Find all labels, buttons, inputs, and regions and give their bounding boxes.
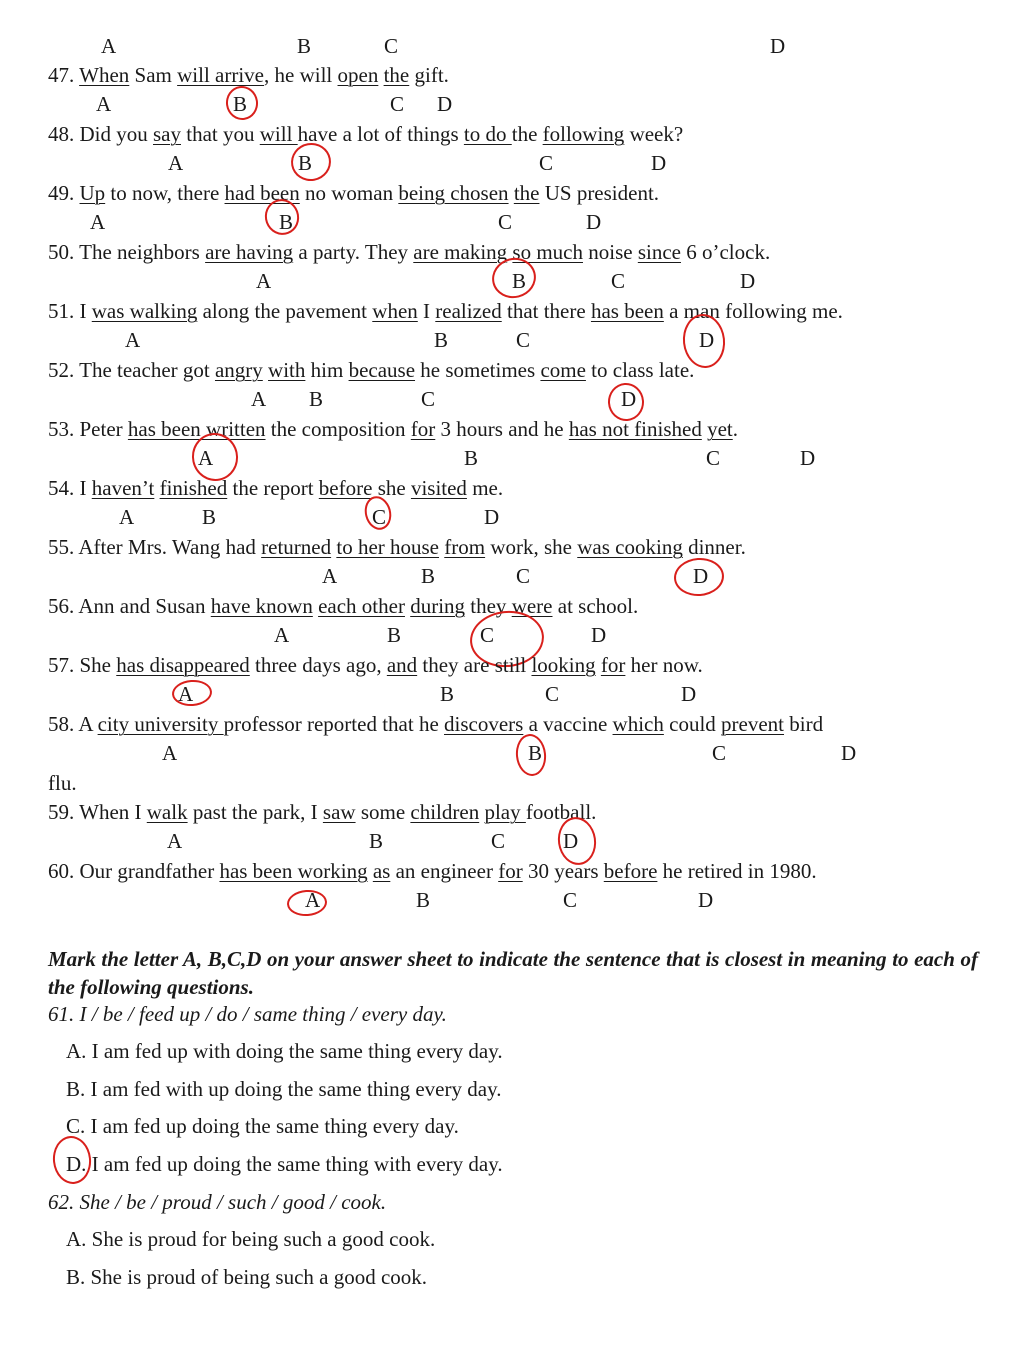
sentence-text: he retired in 1980.: [657, 859, 817, 883]
underlined-segment: has been working: [219, 859, 368, 883]
question-47-letter-b[interactable]: B: [233, 92, 248, 116]
question-59-letter-d[interactable]: D: [563, 829, 579, 853]
question-58-continuation: flu.: [48, 771, 77, 795]
sentence-text: a vaccine: [523, 712, 613, 736]
question-58-letter-b[interactable]: B: [528, 741, 543, 765]
question-47-letter-c[interactable]: C: [390, 92, 405, 116]
underlined-segment: to do: [463, 122, 512, 146]
header-letter-b: B: [297, 34, 312, 58]
question-62-option-a[interactable]: A. She is proud for being such a good cook.: [66, 1227, 436, 1251]
question-48-letter-b[interactable]: B: [298, 151, 313, 175]
sentence-text: to class late.: [585, 358, 695, 382]
question-47-letter-d[interactable]: D: [437, 92, 453, 116]
underlined-segment: When: [79, 63, 130, 87]
sentence-text: Sam: [129, 63, 178, 87]
question-57-letter-b[interactable]: B: [440, 682, 455, 706]
question-60-letter-a[interactable]: A: [305, 888, 321, 912]
underlined-segment: the: [513, 181, 540, 205]
sentence-text: Peter: [79, 417, 128, 441]
question-48-sentence: [48, 121, 683, 147]
question-58-letter-d[interactable]: D: [841, 741, 857, 765]
sentence-text: football.: [525, 800, 597, 824]
underlined-segment: children: [410, 800, 480, 824]
underlined-segment: yet: [707, 417, 733, 441]
underlined-segment: walk: [146, 800, 188, 824]
question-60-letter-c[interactable]: C: [563, 888, 578, 912]
underlined-segment: has not finished: [568, 417, 702, 441]
question-55-letter-a[interactable]: A: [322, 564, 338, 588]
sentence-text: dinner.: [682, 535, 746, 559]
header-letter-d: D: [770, 34, 786, 58]
question-59-letter-c[interactable]: C: [491, 829, 506, 853]
question-54-letter-d[interactable]: D: [484, 505, 500, 529]
sentence-text: Our grandfather: [79, 859, 220, 883]
question-61-option-a[interactable]: A. I am fed up with doing the same thing every day.: [66, 1039, 503, 1063]
question-62-option-b[interactable]: B. She is proud of being such a good cook.: [66, 1265, 428, 1289]
sentence-text: she: [372, 476, 411, 500]
question-number: 49.: [48, 181, 80, 205]
question-51-letter-d[interactable]: D: [699, 328, 715, 352]
sentence-text: that there: [501, 299, 591, 323]
question-48-letter-a[interactable]: A: [168, 151, 184, 175]
underlined-segment: each other: [318, 594, 405, 618]
underlined-segment: the: [383, 63, 410, 87]
sentence-text: When I: [79, 800, 147, 824]
question-58-letter-a[interactable]: A: [162, 741, 178, 765]
question-52-letter-b[interactable]: B: [309, 387, 324, 411]
sentence-text: no woman: [299, 181, 399, 205]
question-number: 59.: [48, 800, 80, 824]
header-letter-c: C: [384, 34, 399, 58]
sentence-text: She: [79, 653, 117, 677]
question-61-option-d[interactable]: D. I am fed up doing the same thing with every day.: [66, 1152, 503, 1176]
question-50-letter-b[interactable]: B: [512, 269, 527, 293]
sentence-text: 3 hours and he: [435, 417, 569, 441]
sentence-text: past the park, I: [187, 800, 323, 824]
question-59-letter-b[interactable]: B: [369, 829, 384, 853]
sentence-text: bird: [784, 712, 824, 736]
sentence-text: 30 years: [522, 859, 604, 883]
sentence-text: a party. They: [293, 240, 414, 264]
sentence-text: .: [732, 417, 738, 441]
sentence-text: could: [663, 712, 722, 736]
underlined-segment: during: [410, 594, 466, 618]
question-58-letter-c[interactable]: C: [712, 741, 727, 765]
sentence-text: some: [355, 800, 411, 824]
question-59-sentence: [48, 799, 596, 825]
question-57-letter-a[interactable]: A: [178, 682, 194, 706]
question-59-letter-a[interactable]: A: [167, 829, 183, 853]
question-number: 48.: [48, 122, 80, 146]
section-instruction: Mark the letter A, B,C,D on your answer sheet to indicate the sentence that is closest in meaning to each of the following questions.: [48, 947, 978, 999]
question-61-prompt: 61. I / be / feed up / do / same thing / every day.: [48, 1002, 447, 1026]
question-number: 60.: [48, 859, 80, 883]
sentence-text: I: [417, 299, 436, 323]
question-47-sentence: [48, 62, 449, 88]
underlined-segment: finished: [159, 476, 228, 500]
question-55-letter-d[interactable]: D: [693, 564, 709, 588]
question-62-prompt: 62. She / be / proud / such / good / cook.: [48, 1190, 387, 1214]
question-55-letter-c[interactable]: C: [516, 564, 531, 588]
question-51-letter-b[interactable]: B: [434, 328, 449, 352]
sentence-text: the: [511, 122, 543, 146]
question-number: 53.: [48, 417, 80, 441]
underlined-segment: for: [410, 417, 436, 441]
question-53-letter-b[interactable]: B: [464, 446, 479, 470]
underlined-segment: with: [268, 358, 306, 382]
header-letter-a: A: [101, 34, 117, 58]
question-60-sentence: [48, 858, 817, 884]
question-number: 47.: [48, 63, 80, 87]
question-56-letter-d[interactable]: D: [591, 623, 607, 647]
sentence-text: I: [79, 299, 92, 323]
sentence-text: The teacher got: [79, 358, 215, 382]
sentence-text: they: [465, 594, 512, 618]
sentence-text: him: [305, 358, 349, 382]
question-number: 54.: [48, 476, 80, 500]
underlined-segment: haven’t: [91, 476, 155, 500]
underlined-segment: to her house: [336, 535, 440, 559]
underlined-segment: prevent: [721, 712, 785, 736]
underlined-segment: discovers: [444, 712, 524, 736]
underlined-segment: realized: [435, 299, 502, 323]
sentence-text: her now.: [625, 653, 703, 677]
question-49-letter-d[interactable]: D: [586, 210, 602, 234]
question-number: 58.: [48, 712, 79, 736]
question-57-sentence: [48, 652, 703, 678]
underlined-segment: was cooking: [577, 535, 683, 559]
sentence-text: three days ago,: [249, 653, 387, 677]
sentence-text: noise: [582, 240, 638, 264]
sentence-text: The neighbors: [79, 240, 206, 264]
sentence-text: work, she: [485, 535, 578, 559]
sentence-text: me.: [466, 476, 504, 500]
sentence-text: they are still: [417, 653, 532, 677]
sentence-text: professor reported that he: [223, 712, 445, 736]
question-48-letter-d[interactable]: D: [651, 151, 667, 175]
underlined-segment: so much: [512, 240, 583, 264]
question-53-letter-c[interactable]: C: [706, 446, 721, 470]
sentence-text: 6 o’clock.: [680, 240, 771, 264]
question-49-letter-a[interactable]: A: [90, 210, 106, 234]
question-60-letter-d[interactable]: D: [698, 888, 714, 912]
question-50-letter-d[interactable]: D: [740, 269, 756, 293]
question-53-letter-d[interactable]: D: [800, 446, 816, 470]
underlined-segment: open: [337, 63, 379, 87]
sentence-text: Ann and Susan: [78, 594, 211, 618]
sentence-text: week?: [624, 122, 684, 146]
question-number: 50.: [48, 240, 80, 264]
question-56-sentence: [48, 593, 638, 619]
underlined-segment: come: [540, 358, 586, 382]
sentence-text: I: [79, 476, 92, 500]
underlined-segment: looking: [531, 653, 596, 677]
underlined-segment: when: [372, 299, 418, 323]
underlined-segment: say: [153, 122, 181, 146]
underlined-segment: returned: [261, 535, 332, 559]
question-49-sentence: [48, 180, 659, 206]
underlined-segment: has been: [590, 299, 664, 323]
underlined-segment: as: [372, 859, 391, 883]
underlined-segment: visited: [410, 476, 467, 500]
underlined-segment: have known: [210, 594, 313, 618]
sentence-text: gift.: [409, 63, 449, 87]
sentence-text: he sometimes: [415, 358, 541, 382]
underlined-segment: were: [511, 594, 553, 618]
question-56-letter-b[interactable]: B: [387, 623, 402, 647]
question-56-letter-c[interactable]: C: [480, 623, 495, 647]
sentence-text: A: [78, 712, 98, 736]
underlined-segment: because: [348, 358, 416, 382]
question-number: 56.: [48, 594, 79, 618]
underlined-segment: angry: [214, 358, 263, 382]
question-51-sentence: [48, 298, 843, 324]
sentence-text: , he will: [264, 63, 338, 87]
question-51-letter-c[interactable]: C: [516, 328, 531, 352]
question-57-letter-d[interactable]: D: [681, 682, 697, 706]
question-52-letter-d[interactable]: D: [621, 387, 637, 411]
question-50-letter-a[interactable]: A: [256, 269, 272, 293]
question-58-sentence: [48, 711, 823, 737]
question-54-letter-b[interactable]: B: [202, 505, 217, 529]
underlined-segment: from: [444, 535, 486, 559]
underlined-segment: being chosen: [398, 181, 509, 205]
underlined-segment: play: [484, 800, 526, 824]
question-54-sentence: [48, 475, 503, 501]
sentence-text: along the pavement: [197, 299, 373, 323]
sentence-text: Did you: [79, 122, 153, 146]
question-48-letter-c[interactable]: C: [539, 151, 554, 175]
underlined-segment: has disappeared: [116, 653, 250, 677]
underlined-segment: was walking: [91, 299, 198, 323]
question-number: 55.: [48, 535, 79, 559]
sentence-text: the composition: [265, 417, 411, 441]
underlined-segment: are making: [413, 240, 508, 264]
sentence-text: at school.: [552, 594, 639, 618]
question-number: 57.: [48, 653, 80, 677]
question-51-letter-a[interactable]: A: [125, 328, 141, 352]
question-60-letter-b[interactable]: B: [416, 888, 431, 912]
underlined-segment: will arrive: [177, 63, 265, 87]
underlined-segment: had been: [224, 181, 300, 205]
sentence-text: have a lot of things: [297, 122, 464, 146]
sentence-text: After Mrs. Wang had: [78, 535, 262, 559]
sentence-text: to now, there: [105, 181, 225, 205]
question-number: 52.: [48, 358, 80, 382]
sentence-text: the report: [227, 476, 319, 500]
question-52-letter-a[interactable]: A: [251, 387, 267, 411]
underlined-segment: has been written: [127, 417, 266, 441]
sentence-text: an engineer: [390, 859, 499, 883]
underlined-segment: will: [259, 122, 298, 146]
question-54-letter-a[interactable]: A: [119, 505, 135, 529]
question-47-letter-a[interactable]: A: [96, 92, 112, 116]
underlined-segment: before: [603, 859, 658, 883]
sentence-text: a man following me.: [663, 299, 843, 323]
question-61-option-c[interactable]: C. I am fed up doing the same thing every day.: [66, 1114, 459, 1138]
underlined-segment: which: [612, 712, 664, 736]
underlined-segment: city university: [97, 712, 224, 736]
underlined-segment: and: [386, 653, 418, 677]
question-53-letter-a[interactable]: A: [198, 446, 214, 470]
underlined-segment: Up: [79, 181, 106, 205]
question-54-letter-c[interactable]: C: [372, 505, 387, 529]
question-52-sentence: [48, 357, 694, 383]
underlined-segment: following: [542, 122, 625, 146]
sentence-text: US president.: [539, 181, 660, 205]
question-53-sentence: [48, 416, 738, 442]
underlined-segment: before: [318, 476, 373, 500]
question-55-letter-b[interactable]: B: [421, 564, 436, 588]
question-56-letter-a[interactable]: A: [274, 623, 290, 647]
underlined-segment: for: [498, 859, 523, 883]
question-61-option-b[interactable]: B. I am fed with up doing the same thing every day.: [66, 1077, 502, 1101]
underlined-segment: for: [600, 653, 626, 677]
question-52-letter-c[interactable]: C: [421, 387, 436, 411]
underlined-segment: saw: [322, 800, 356, 824]
question-50-letter-c[interactable]: C: [611, 269, 626, 293]
question-50-sentence: [48, 239, 770, 265]
question-49-letter-c[interactable]: C: [498, 210, 513, 234]
question-57-letter-c[interactable]: C: [545, 682, 560, 706]
question-number: 51.: [48, 299, 80, 323]
question-55-sentence: [48, 534, 746, 560]
underlined-segment: are having: [205, 240, 294, 264]
underlined-segment: since: [637, 240, 681, 264]
question-49-letter-b[interactable]: B: [279, 210, 294, 234]
sentence-text: that you: [181, 122, 260, 146]
